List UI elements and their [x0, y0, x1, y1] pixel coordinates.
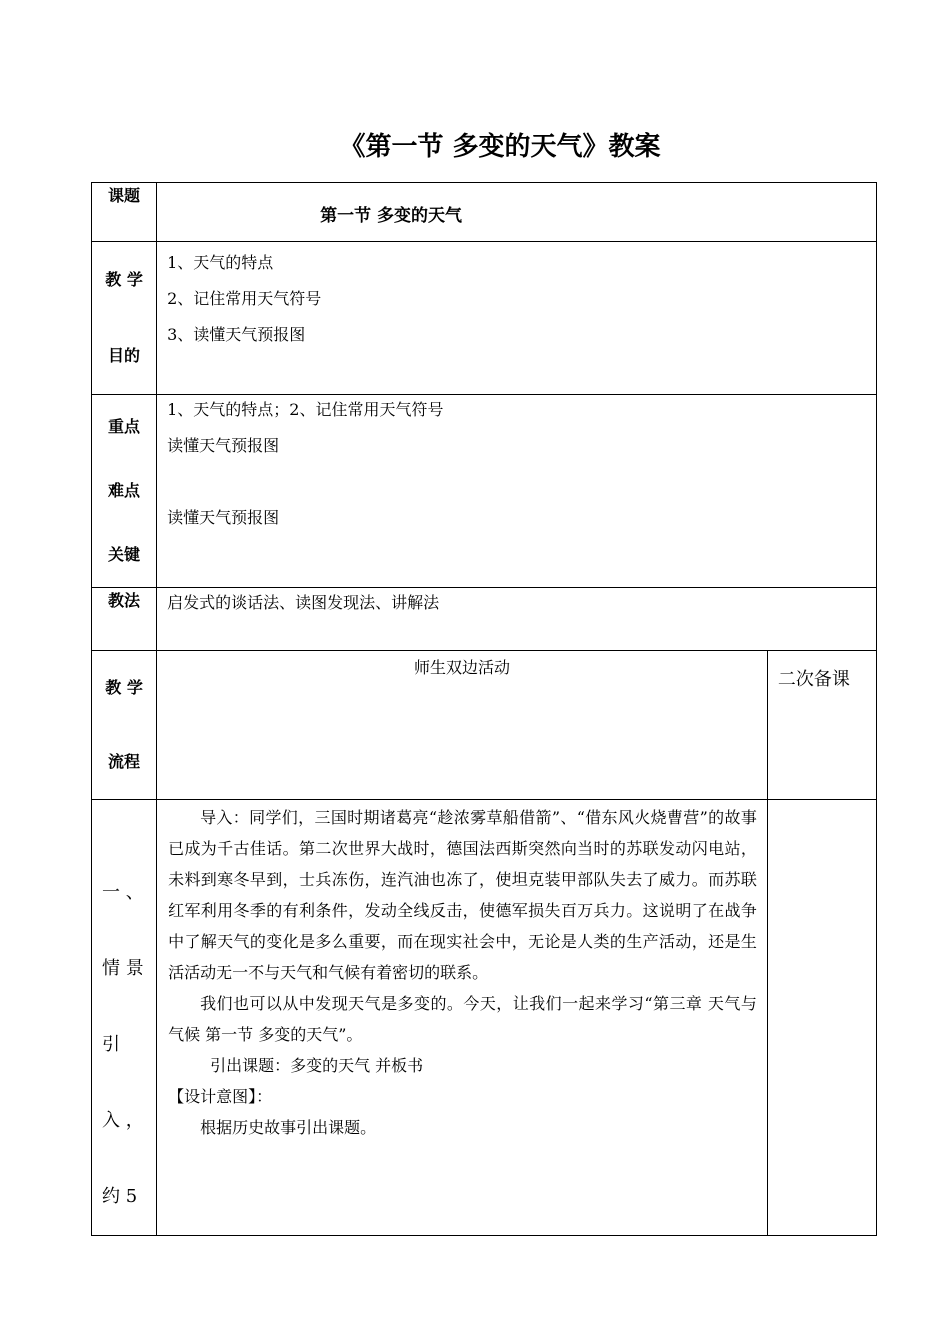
goal-label: 教 学 目的 [92, 242, 157, 395]
topic-label: 课题 [92, 183, 157, 242]
intro-label: 一 、 情 景 引 入 ， 约 5 [92, 800, 157, 1236]
flow-activity-header: 师生双边活动 [157, 651, 768, 800]
key-label: 重点 难点 关键 [92, 395, 157, 588]
goal-item: 2、记住常用天气符号 [167, 289, 322, 308]
goal-content [157, 242, 877, 395]
flow-side-header: 二次备课 [767, 651, 876, 800]
goal-item: 3、读懂天气预报图 [167, 325, 306, 344]
design-intent-text: 根据历史故事引出课题。 [200, 1118, 377, 1137]
intro-paragraph: 引出课题：多变的天气 并板书 [210, 1056, 424, 1075]
lesson-plan-table [91, 182, 877, 1236]
document-title: 《第一节 多变的天气》教案 [339, 132, 661, 162]
goal-row [92, 242, 877, 395]
topic-content: 第一节 多变的天气 [157, 183, 877, 242]
intro-row [92, 800, 877, 1236]
goal-item: 1、天气的特点 [167, 253, 274, 272]
key-focus-line: 读懂天气预报图 [167, 508, 280, 527]
key-point-line: 1、天气的特点；2、记住常用天气符号 [167, 400, 444, 419]
flow-row [92, 651, 877, 800]
intro-side [767, 800, 876, 1236]
intro-paragraph: 导入：同学们，三国时期诸葛亮“趁浓雾草船借箭”、“借东风火烧曹营”的故事已成为千古佳话。第二次世界大战时，德国法西斯突然向当时的苏联发动闪电站，未料到寒冬早到，士兵冻伤，连汽油也冻了，使坦克装甲部队失去了威力。而苏联红军利用冬季的有利条件，发动全线反击，使德军损失百万兵力。这说明了在战争中了解天气的变化是多么重要，而在现实社会中，无论是人类的生产活动，还是生活活动无一不与天气和气候有着密切的联系。 [168, 808, 757, 982]
method-content: 启发式的谈话法、读图发现法、讲解法 [157, 588, 877, 651]
intro-content [157, 800, 768, 1236]
intro-paragraph: 我们也可以从中发现天气是多变的。今天，让我们一起来学习“第三章 天气与气候 第一节 多变的天气”。 [168, 994, 757, 1044]
method-row [92, 588, 877, 651]
key-row [92, 395, 877, 588]
flow-label: 教 学 流程 [92, 651, 157, 800]
design-intent-heading: 【设计意图】： [168, 1087, 273, 1106]
key-content [157, 395, 877, 588]
difficulty-line: 读懂天气预报图 [167, 436, 280, 455]
topic-row [92, 183, 877, 242]
method-label: 教法 [92, 588, 157, 651]
